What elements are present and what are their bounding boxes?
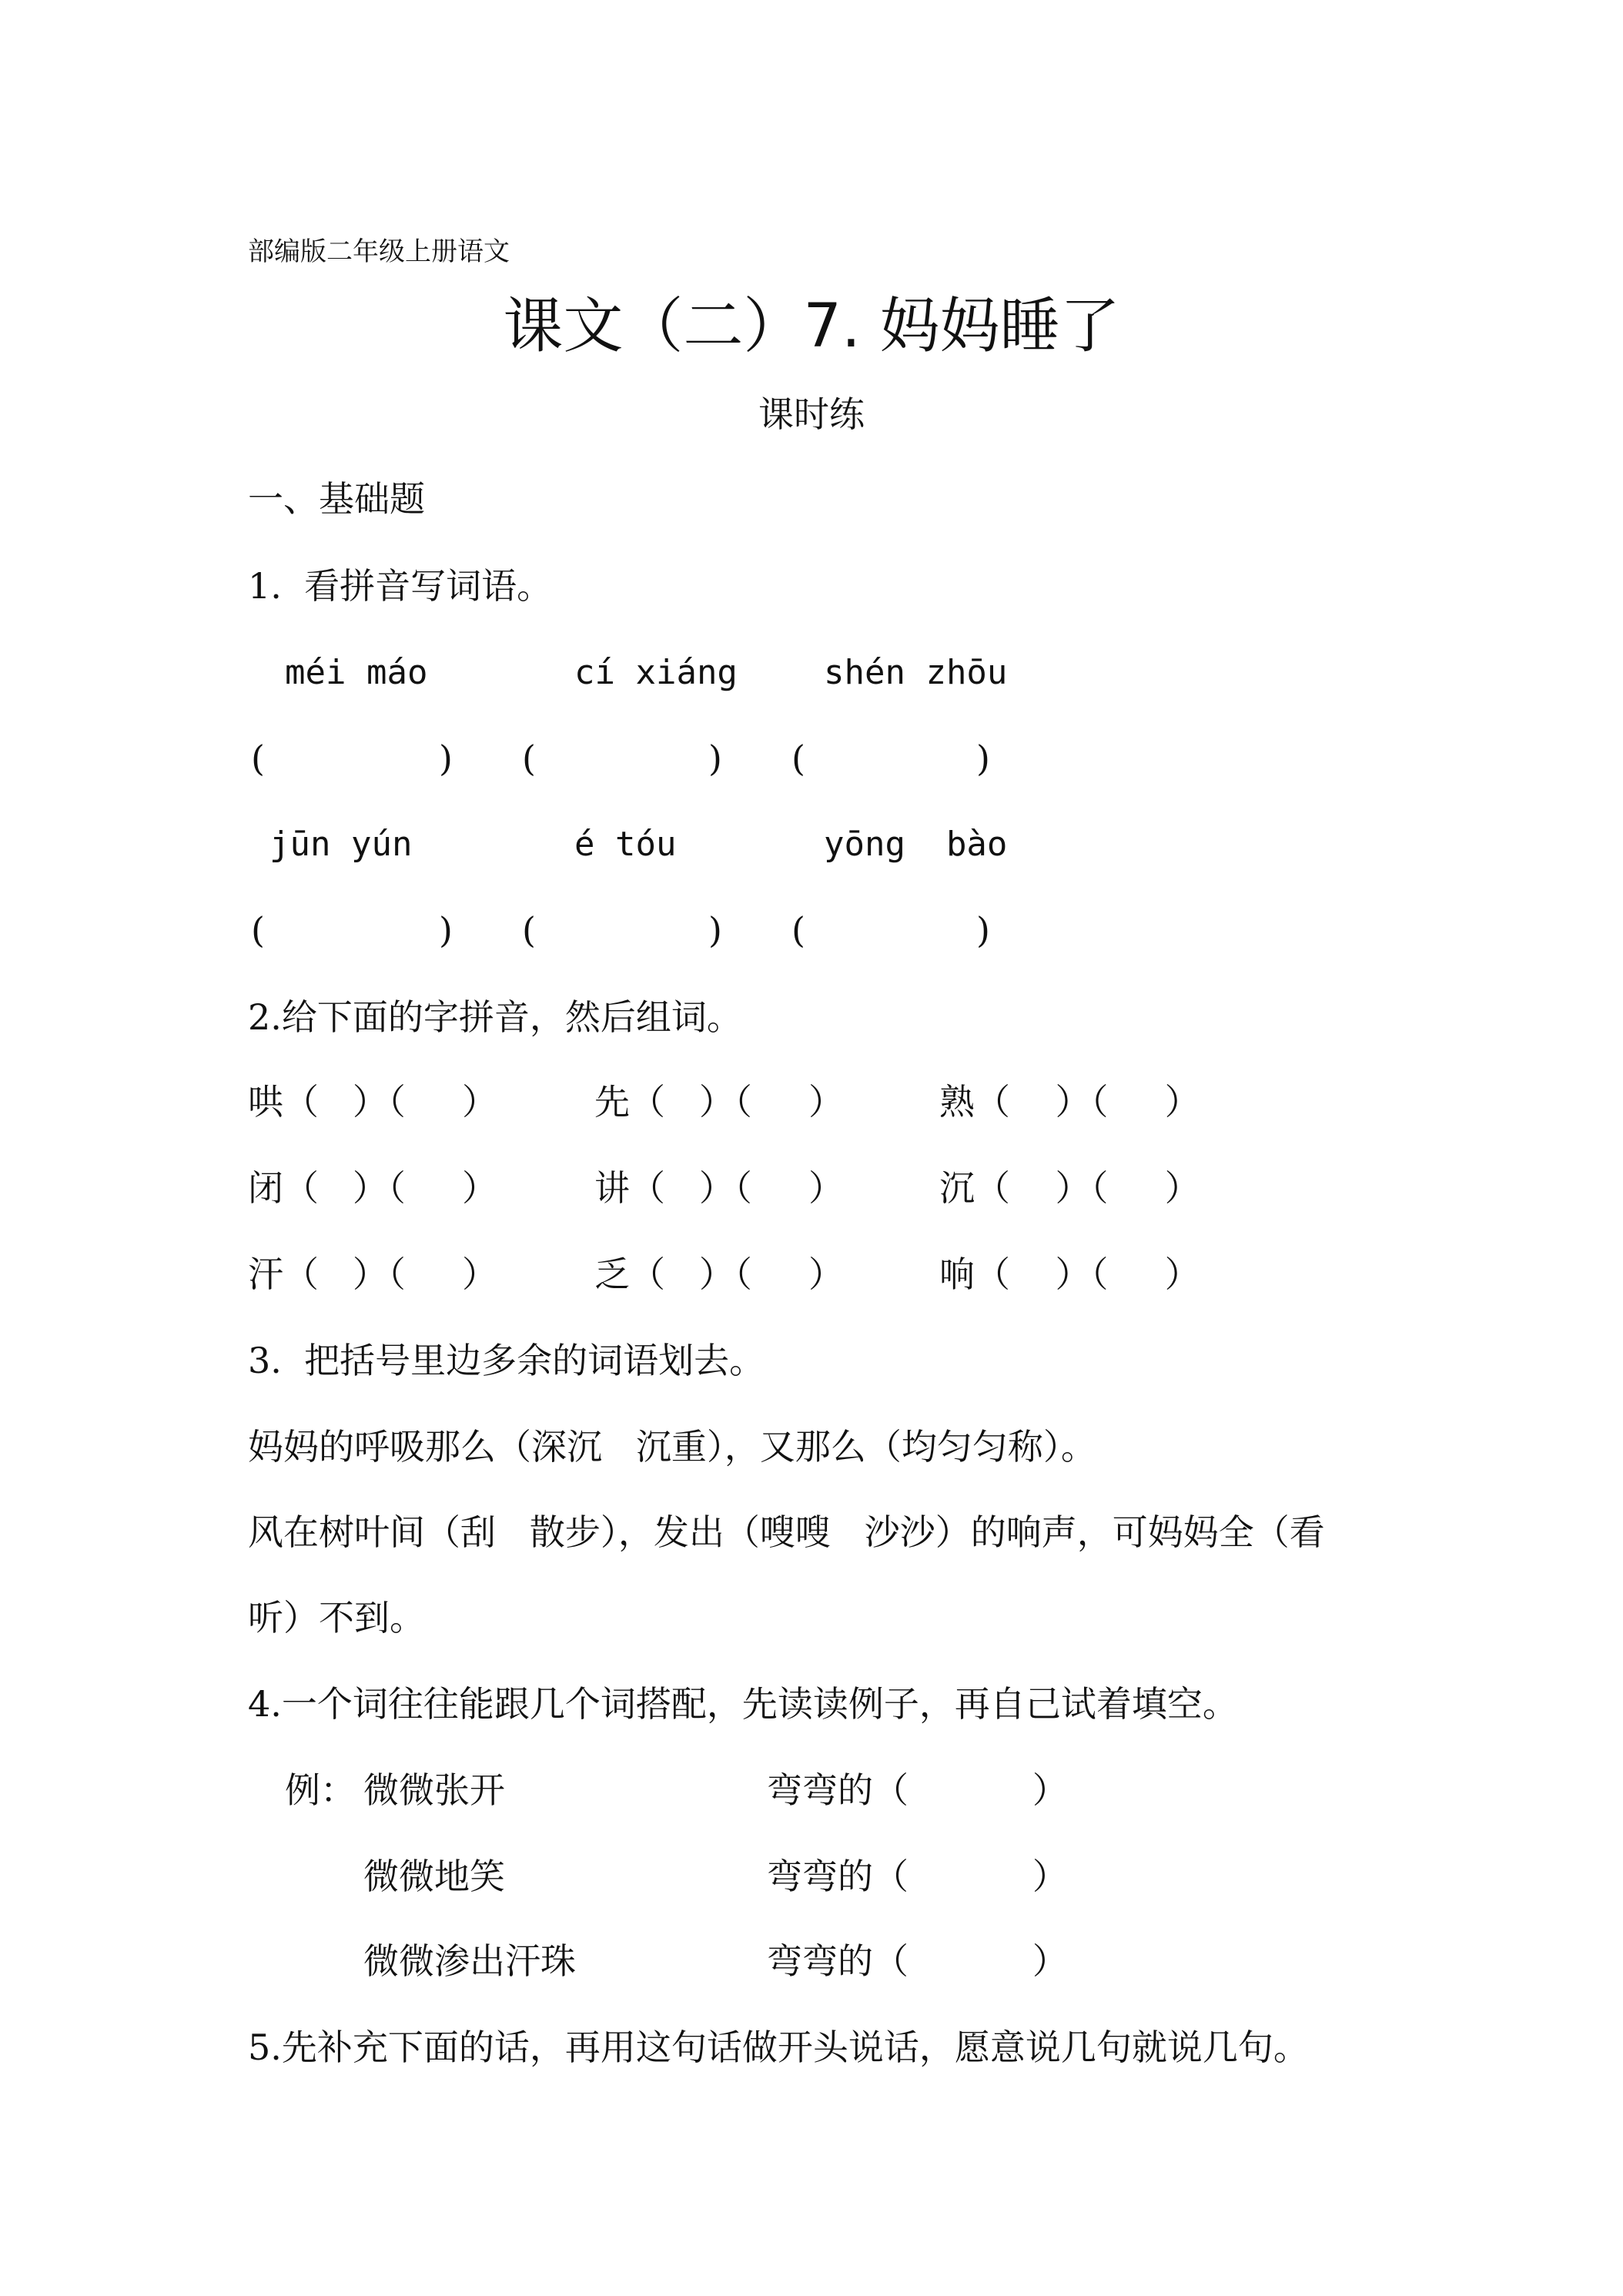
answer-paren-close: )	[439, 738, 453, 779]
answer-paren-close: )	[708, 738, 722, 779]
char-item-xian: 先（ ）（ ）	[594, 1081, 844, 1123]
answer-paren-close: )	[439, 909, 453, 951]
example-phrase: 微微张开	[363, 1769, 505, 1811]
char-item-shu: 熟（ ）（ ）	[939, 1081, 1200, 1123]
page-subtitle: 课时练	[758, 393, 865, 435]
example-label: 例：	[285, 1769, 356, 1811]
pinyin-etou: é tóu	[574, 825, 677, 864]
question-2-prompt: 2.给下面的字拼音，然后组词。	[248, 996, 742, 1038]
pinyin-shenzhou: shén zhōu	[824, 653, 1008, 692]
question-3-line: 听）不到。	[248, 1597, 425, 1638]
header-label: 部编版二年级上册语文	[248, 236, 510, 267]
question-1-prompt: 1. 看拼音写词语。	[248, 565, 553, 607]
answer-paren-open: (	[791, 738, 805, 779]
pinyin-junyun: jūn yún	[269, 825, 413, 864]
char-item-han: 汗（ ）（ ）	[248, 1253, 497, 1295]
char-item-xiang: 响（ ）（ ）	[939, 1253, 1200, 1295]
section-heading-basic: 一、基础题	[248, 478, 425, 520]
answer-paren-open: (	[251, 909, 265, 951]
pinyin-yongbao: yōng bào	[824, 825, 1008, 864]
question-3-prompt: 3. 把括号里边多余的词语划去。	[248, 1340, 765, 1381]
answer-paren-close: )	[976, 909, 990, 951]
question-4-prompt: 4.一个词往往能跟几个词搭配，先读读例子，再自己试着填空。	[248, 1683, 1238, 1725]
example-phrase: 微微渗出汗珠	[363, 1940, 576, 1982]
char-item-bi: 闭（ ）（ ）	[248, 1167, 497, 1209]
page-title: 课文（二）7. 妈妈睡了	[503, 292, 1120, 361]
answer-paren-close: )	[976, 738, 990, 779]
question-3-line: 妈妈的呼吸那么（深沉 沉重），又那么（均匀匀称）。	[248, 1426, 1096, 1468]
answer-paren-open: (	[522, 738, 536, 779]
question-3-line: 风在树叶间（刮 散步），发出（嗖嗖 沙沙）的响声，可妈妈全（看	[248, 1511, 1325, 1553]
answer-paren-close: )	[708, 909, 722, 951]
fill-blank: 弯弯的（ ）	[767, 1856, 1068, 1897]
pinyin-cixiang: cí xiáng	[574, 653, 738, 692]
answer-paren-open: (	[251, 738, 265, 779]
char-item-fa: 乏（ ）（ ）	[594, 1253, 844, 1295]
question-5-prompt: 5.先补充下面的话，再用这句话做开头说话，愿意说几句就说几句。	[248, 2027, 1309, 2068]
fill-blank: 弯弯的（ ）	[767, 1940, 1068, 1982]
pinyin-meimao: méi máo	[285, 653, 428, 692]
char-item-hong: 哄（ ）（ ）	[248, 1081, 497, 1123]
example-phrase: 微微地笑	[363, 1856, 505, 1897]
char-item-jiang: 讲（ ）（ ）	[594, 1167, 844, 1209]
answer-paren-open: (	[791, 909, 805, 951]
answer-paren-open: (	[522, 909, 536, 951]
fill-blank: 弯弯的（ ）	[767, 1769, 1068, 1811]
char-item-chen: 沉（ ）（ ）	[939, 1167, 1200, 1209]
